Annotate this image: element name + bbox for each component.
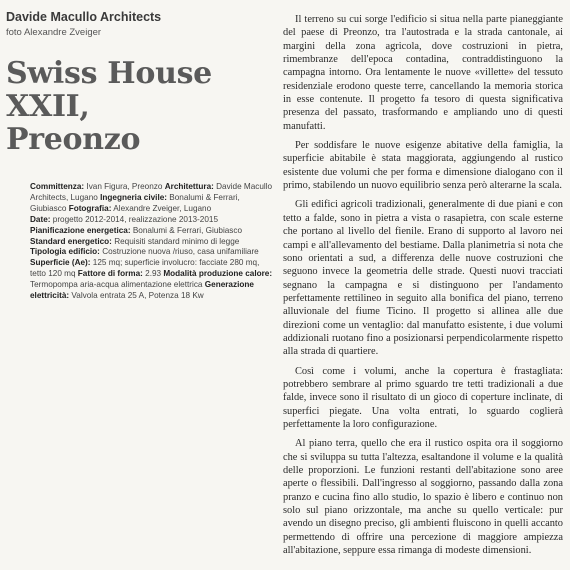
spec-label: Superficie (Ae): bbox=[30, 258, 91, 268]
spec-label: Tipologia edificio: bbox=[30, 247, 100, 257]
spec-value: Davide Macullo Architects, Lugano bbox=[30, 182, 273, 202]
spec-label: Date: bbox=[30, 214, 51, 224]
header-block bbox=[6, 10, 276, 156]
spec-label: Architettura: bbox=[164, 182, 214, 191]
spec-value: Bonalumi & Ferrari, Giubiasco bbox=[132, 225, 243, 235]
title-line-2: Preonzo bbox=[6, 122, 141, 157]
spec-label: Fattore di forma: bbox=[77, 269, 143, 279]
body-paragraph: Al piano terra, quello che era il rustico ospita ora il soggiorno che si sviluppa su tutta l'altezza, esaltandone il volume e la qualità delle proporzioni. Le funzioni restanti dell'abitazione sono aree aperte o flessibili. Dall'ingresso al soggiorno, passando dalla zona pranzo e cucina fino allo studio, lo spazio è libero e continuo non solo sul piano orizzontale, ma anche su quello verticale: pur avendo un disegno preciso, gli ambienti fluiscono in quelli accanto permettendo di offrire una percezione di maggiore ampiezza all'abitazione, seppure essa rimanga di modeste dimensioni. bbox=[283, 438, 563, 557]
spec-value: progetto 2012-2014, realizzazione 2013-2015 bbox=[52, 214, 219, 224]
spec-value: Termopompa aria-acqua alimentazione elettrica bbox=[30, 280, 203, 290]
article-body bbox=[283, 13, 563, 563]
article-title bbox=[6, 57, 276, 156]
spec-value: 2.93 bbox=[145, 269, 162, 279]
studio-name: Davide Macullo Architects bbox=[6, 10, 162, 24]
body-paragraph: Per soddisfare le nuove esigenze abitative della famiglia, la superficie abitabile è stata maggiorata, aggiungendo al rustico esistente due volumi che per forma e dimensione dialogano con il primo, stabilendo un nuovo equilibrio senza però alterarne la scala. bbox=[283, 140, 563, 192]
spec-label: Pianificazione energetica: bbox=[30, 225, 131, 235]
spec-value: 125 mq; superficie involucro: facciate 280 mq, tetto 120 mq bbox=[30, 258, 260, 279]
spec-label: Modalità produzione calore: bbox=[163, 269, 273, 279]
project-specs bbox=[30, 182, 276, 302]
spec-value: Valvola entrata 25 A, Potenza 18 Kw bbox=[71, 291, 204, 301]
spec-value: Bonalumi & Ferrari, Giubiasco bbox=[30, 192, 240, 213]
body-paragraph: Così come i volumi, anche la copertura è frastagliata: potrebbero sembrare al primo sguardo tre tetti tradizionali a due falde, invece sono il risultato di un gioco di coperture inclinate, di superfici piegate. Una volta entrati, lo sguardo coglierà perfettamente la loro configurazione. bbox=[283, 365, 563, 430]
spec-label: Ingegneria civile: bbox=[100, 192, 167, 202]
title-line-1: Swiss House XXII, bbox=[6, 56, 212, 124]
spec-value: Ivan Figura, Preonzo bbox=[86, 182, 163, 191]
spec-value: Requisiti standard minimo di legge bbox=[114, 236, 240, 246]
photo-credit: foto Alexandre Zveiger bbox=[6, 27, 102, 38]
spec-label: Generazione elettricità: bbox=[30, 280, 254, 301]
spec-label: Standard energetico: bbox=[30, 236, 112, 246]
body-paragraph: Il terreno su cui sorge l'edificio si situa nella parte pianeggiante del paese di Preonzo, tra l'autostrada e la strada cantonale, ai margini della zona agricola, dove costruzioni in pietra, rimembranze dell'epoca contadina, contraddistinguono la campagna intorno. Ora lentamente le nuove «villette» del tessuto residenziale erodono queste terre, cancellando la memoria storica in esse contenute. Il progetto fa tesoro di questa significativa presenza del passato, trasformando e ampliando uno di questi manufatti. bbox=[283, 14, 563, 132]
spec-label: Fotografia: bbox=[68, 203, 112, 213]
spec-value: Costruzione nuova /riuso, casa unifamiliare bbox=[102, 247, 259, 257]
spec-value: Alexandre Zveiger, Lugano bbox=[113, 203, 212, 213]
body-paragraph: Gli edifici agricoli tradizionali, generalmente di due piani e con tetto a falde, sono in pietra a vista o rasapietra, con scale esterne che portano al livello del fienile. Erano di supporto al lavoro nei campi e all'allevamento del bestiame. Dalla planimetria si nota che sono orientati a sud, a differenza delle nuove costruzioni che seguono invece la geometria delle strade. Questi nuovi tracciati segnano la campagna e si distinguono per l'andamento perfettamente rettilineo in seguito alla bonifica del piano, terreno alluvionale del fiume Ticino. Il progetto si allinea alle due direzioni come un ventaglio: dal manufatto esistente, i due volumi addizionali ruotano fino a posizionarsi perpendicolarmente rispetto alla strada di quartiere. bbox=[283, 199, 563, 358]
spec-label: Committenza: bbox=[30, 182, 85, 191]
